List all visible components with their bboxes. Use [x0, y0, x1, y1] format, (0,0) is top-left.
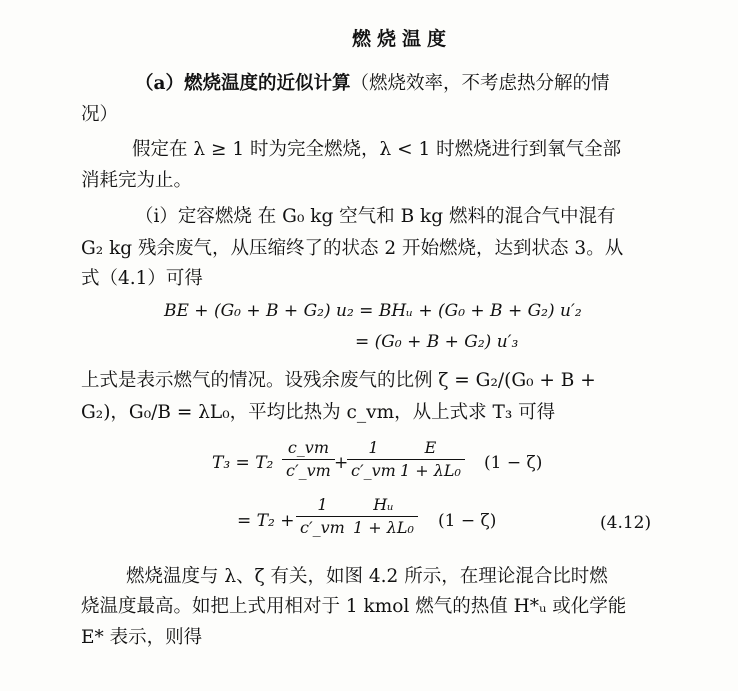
eq2-fraction-1	[282, 440, 335, 479]
eq2-f5-den: 1 + λL₀	[349, 516, 418, 536]
section-a-heading	[135, 75, 610, 94]
eq2-fraction-2	[347, 440, 400, 479]
para2-line3: 式（4.1）可得	[81, 268, 203, 289]
para1-line1: 假定在 λ ≥ 1 时为完全燃烧，λ < 1 时燃烧进行到氧气全部	[132, 139, 622, 160]
eq2-f2-num: 1	[368, 438, 379, 457]
eq2-line2-lhs: = T₂ +	[237, 511, 295, 531]
eq2-tail-2: (1 − ζ)	[438, 511, 497, 531]
equation-1-line2: = (G₀ + B + G₂) u′₃	[355, 332, 519, 352]
eq2-fraction-3	[396, 440, 465, 479]
para1-line2: 消耗完为止。	[81, 170, 193, 191]
para2-line1: （i）定容燃烧 在 G₀ kg 空气和 B kg 燃料的混合气中混有	[135, 206, 616, 227]
section-a-label: （a）燃烧温度的近似计算	[135, 73, 351, 94]
equation-number: (4.12)	[600, 513, 652, 533]
eq2-f1-num: c_vm	[287, 438, 329, 457]
eq2-f4-num: 1	[317, 495, 328, 514]
eq2-f2-den: c′_vm	[347, 459, 400, 479]
eq2-lhs: T₃ = T₂	[212, 453, 274, 473]
para4-line2: 烧温度最高。如把上式用相对于 1 kmol 燃气的热值 H*ᵤ 或化学能	[81, 596, 627, 617]
equation-1-line1: BE + (G₀ + B + G₂) u₂ = BHᵤ + (G₀ + B + G₂) u′₂	[164, 301, 582, 321]
eq2-plus: +	[334, 453, 349, 473]
eq2-f3-num: E	[424, 438, 437, 457]
eq2-f1-den: c′_vm	[282, 459, 335, 479]
eq2-fraction-5	[349, 497, 418, 536]
section-a-cont: 况）	[81, 104, 119, 125]
eq2-f4-den: c′_vm	[296, 516, 349, 536]
para3-line2: G₂)，G₀/B = λL₀，平均比热为 c_vm，从上式求 T₃ 可得	[81, 402, 556, 423]
para3-line1: 上式是表示燃气的情况。设残余废气的比例 ζ = G₂/(G₀ + B +	[81, 370, 596, 391]
section-a-rest: （燃烧效率，不考虑热分解的情	[350, 73, 610, 94]
eq2-fraction-4	[296, 497, 349, 536]
eq2-f5-num: Hᵤ	[373, 495, 394, 514]
para4-line1: 燃烧温度与 λ、ζ 有关，如图 4.2 所示，在理论混合比时燃	[126, 566, 608, 587]
para2-line2: G₂ kg 残余废气，从压缩终了的状态 2 开始燃烧，达到状态 3。从	[81, 238, 624, 259]
page-title: 燃烧温度	[352, 28, 453, 50]
para4-line3: E* 表示，则得	[81, 627, 203, 648]
eq2-tail: (1 − ζ)	[484, 453, 543, 473]
eq2-f3-den: 1 + λL₀	[396, 459, 465, 479]
